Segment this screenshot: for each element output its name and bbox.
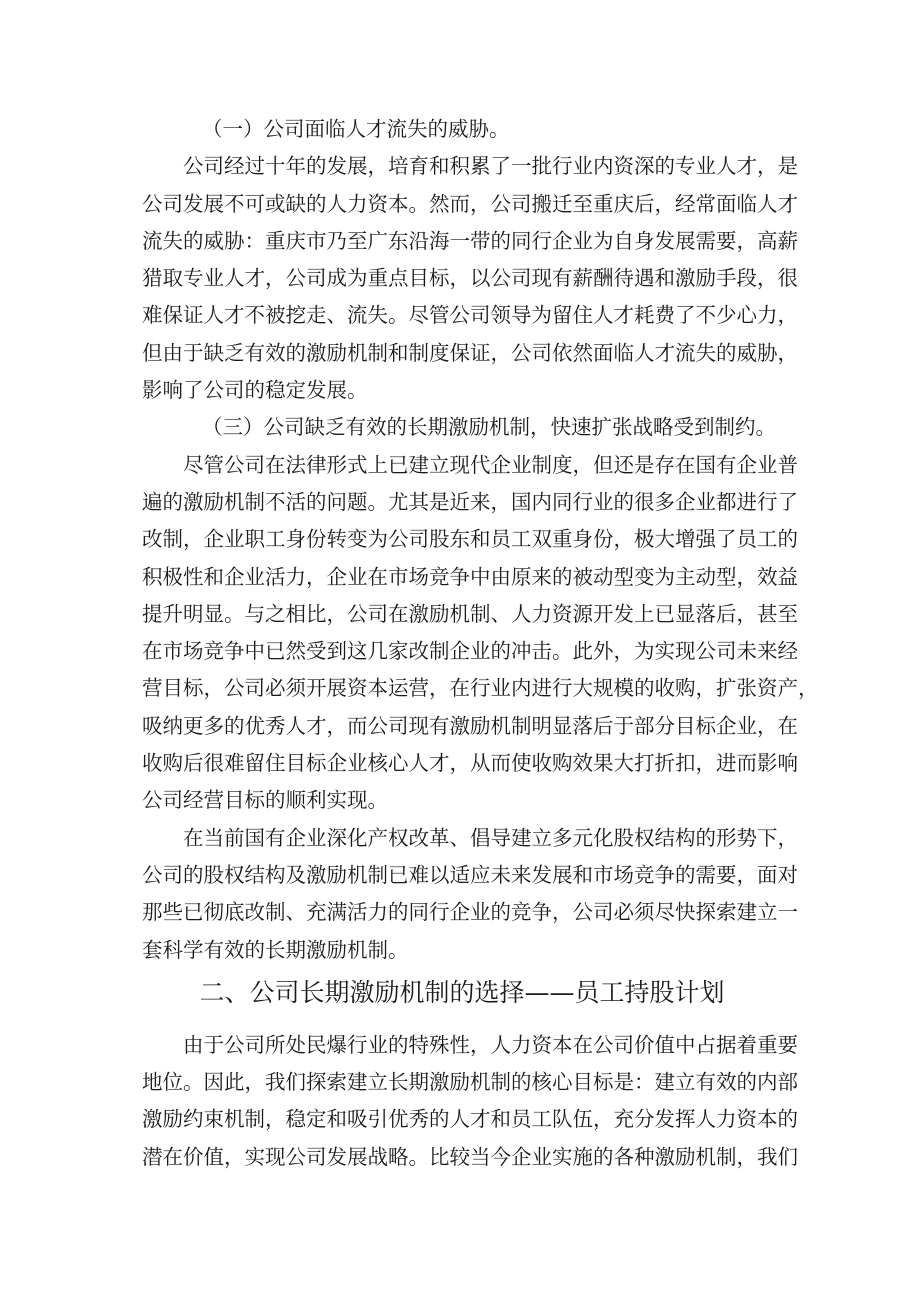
paragraph-line: 公司经过十年的发展，培育和积累了一批行业内资深的专业人才，是 [183, 154, 798, 179]
paragraph-line: 公司的股权结构及激励机制已难以适应未来发展和市场竞争的需要，面对 [142, 862, 798, 887]
paragraph-line: 积极性和企业活力，企业在市场竞争中由原来的被动型变为主动型，效益 [142, 564, 798, 589]
paragraph-line: 吸纳更多的优秀人才，而公司现有激励机制明显落后于部分目标企业，在 [142, 713, 798, 738]
paragraph-line: 公司经营目标的顺利实现。 [142, 788, 388, 813]
paragraph-line: 难保证人才不被挖走、流失。尽管公司领导为留住人才耗费了不少心力， [142, 303, 798, 328]
paragraph-line: 在市场竞争中已然受到这几家改制企业的冲击。此外，为实现公司未来经 [142, 639, 798, 664]
paragraph-line: 套科学有效的长期激励机制。 [142, 937, 409, 962]
paragraph-line: 提升明显。与之相比，公司在激励机制、人力资源开发上已显落后，甚至 [142, 601, 798, 626]
paragraph-line: 遍的激励机制不活的问题。尤其是近来，国内同行业的很多企业都进行了 [142, 489, 798, 514]
paragraph-line: 激励约束机制，稳定和吸引优秀的人才和员工队伍，充分发挥人力资本的 [142, 1107, 798, 1132]
paragraph-line: 猎取专业人才，公司成为重点目标，以公司现有薪酬待遇和激励手段，很 [142, 266, 798, 291]
paragraph-line: 但由于缺乏有效的激励机制和制度保证，公司依然面临人才流失的威胁， [142, 340, 798, 365]
paragraph-line: 营目标，公司必须开展资本运营，在行业内进行大规模的收购，扩张资产， [142, 676, 819, 701]
document-page [142, 111, 819, 1176]
paragraph-line: 地位。因此，我们探索建立长期激励机制的核心目标是：建立有效的内部 [142, 1070, 798, 1095]
paragraph-line: 收购后很难留住目标企业核心人才，从而使收购效果大打折扣，进而影响 [142, 751, 798, 776]
paragraph-line: 潜在价值，实现公司发展战略。比较当今企业实施的各种激励机制，我们 [142, 1144, 798, 1169]
paragraph-line: 改制，企业职工身份转变为公司股东和员工双重身份，极大增强了员工的 [142, 527, 798, 552]
paragraph-line: 由于公司所处民爆行业的特殊性，人力资本在公司价值中占据着重要 [183, 1032, 798, 1057]
section-title-1: （一）公司面临人才流失的威胁。 [202, 117, 510, 141]
paragraph-line: 那些已彻底改制、充满活力的同行企业的竞争，公司必须尽快探索建立一 [142, 900, 798, 925]
paragraph-line: 公司发展不可或缺的人力资本。然而，公司搬迁至重庆后，经常面临人才 [142, 191, 798, 216]
paragraph-line: 流失的威胁：重庆市乃至广东沿海一带的同行企业为自身发展需要，高薪 [142, 228, 798, 253]
paragraph-line: 影响了公司的稳定发展。 [142, 378, 368, 403]
section-title-3: （三）公司缺乏有效的长期激励机制，快速扩张战略受到制约。 [202, 415, 776, 440]
chapter-heading: 二、公司长期激励机制的选择——员工持股计划 [199, 977, 725, 1007]
paragraph-line: 尽管公司在法律形式上已建立现代企业制度，但还是存在国有企业普 [183, 452, 798, 477]
paragraph-line: 在当前国有企业深化产权改革、倡导建立多元化股权结构的形势下， [183, 825, 798, 850]
